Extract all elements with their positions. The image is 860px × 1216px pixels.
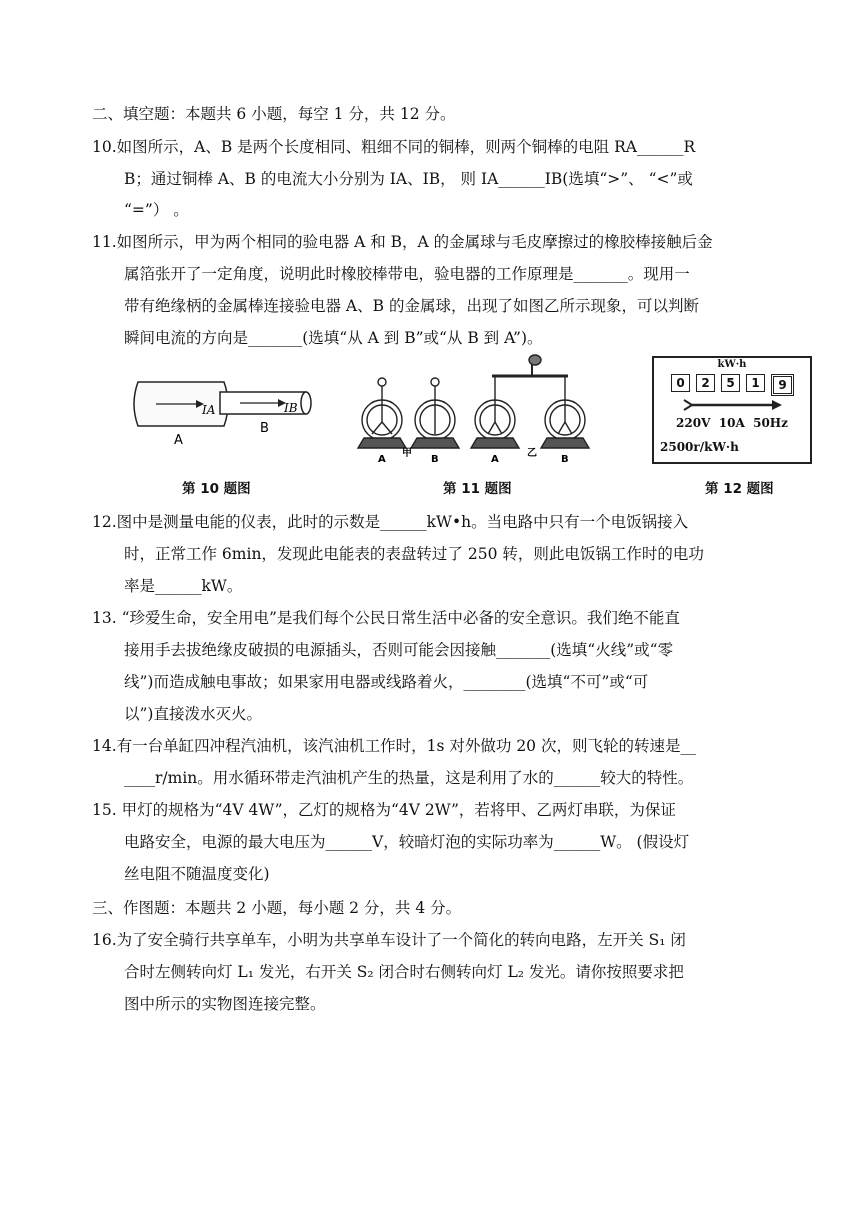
- section-3-header: 三、作图题：本题共 2 小题，每小题 2 分，共 4 分。: [92, 899, 462, 917]
- q12-line-2: 时，正常工作 6min，发现此电能表的表盘转过了 250 转，则此电饭锅工作时的电功: [124, 545, 704, 563]
- figure-11-caption: 第 11 题图: [443, 481, 512, 497]
- meter-digit: 5: [721, 374, 740, 392]
- meter-digit-row: [671, 374, 794, 396]
- q15-line-1: 15. 甲灯的规格为“4V 4W”，乙灯的规格为“4V 2W”，若将甲、乙两灯串联，为保证: [92, 801, 676, 819]
- q11-line-2: 属箔张开了一定角度，说明此时橡胶棒带电，验电器的工作原理是_______。现用一: [124, 265, 690, 283]
- fig10-current-b-label: IB: [284, 401, 298, 415]
- q10-line-3: “=”） 。: [124, 201, 189, 219]
- meter-digit-decimal: 9: [771, 374, 794, 396]
- q16-line-2: 合时左侧转向灯 L₁ 发光，右开关 S₂ 闭合时右侧转向灯 L₂ 发光。请你按照要求把: [124, 963, 684, 981]
- section-2-header: 二、填空题：本题共 6 小题，每空 1 分，共 12 分。: [92, 105, 456, 123]
- fig11-label-a2: A: [491, 454, 499, 465]
- meter-specs: 220V 10A 50Hz: [676, 416, 788, 430]
- figure-11-electroscopes: [350, 352, 600, 470]
- figure-12-energy-meter: [652, 356, 812, 464]
- q13-line-4: 以”)直接泼水灭火。: [124, 705, 262, 723]
- q10-line-1: 10.如图所示，A、B 是两个长度相同、粗细不同的铜棒，则两个铜棒的电阻 RA______R: [92, 138, 696, 156]
- q12-line-1: 12.图中是测量电能的仪表，此时的示数是______kW•h。当电路中只有一个电饭锅接入: [92, 513, 689, 531]
- q15-line-2: 电路安全，电源的最大电压为______V，较暗灯泡的实际功率为______W。 (假设灯: [124, 833, 690, 851]
- q14-line-2: ____r/min。用水循环带走汽油机产生的热量，这是利用了水的______较大的特性。: [124, 769, 694, 787]
- fig11-label-b1: B: [431, 454, 439, 465]
- fig11-label-b2: B: [561, 454, 569, 465]
- fig10-current-a-label: IA: [202, 403, 216, 417]
- q16-line-3: 图中所示的实物图连接完整。: [124, 995, 326, 1013]
- q13-line-2: 接用手去拔绝缘皮破损的电源插头，否则可能会因接触_______(选填“火线”或“零: [124, 641, 674, 659]
- q12-line-3: 率是______kW。: [124, 577, 243, 595]
- fig10-rod-b-label: B: [260, 421, 269, 436]
- meter-digit: 1: [746, 374, 765, 392]
- q16-line-1: 16.为了安全骑行共享单车，小明为共享单车设计了一个简化的转向电路，左开关 S₁ 闭: [92, 931, 686, 949]
- figure-10-caption: 第 10 题图: [182, 481, 251, 497]
- fig11-label-jia: 甲: [402, 448, 412, 459]
- meter-disc-arrow-icon: [682, 398, 782, 412]
- fig11-label-yi: 乙: [527, 448, 537, 459]
- meter-digit: 0: [671, 374, 690, 392]
- figure-10-copper-rods: [128, 368, 328, 458]
- q15-line-3: 丝电阻不随温度变化): [124, 865, 270, 883]
- fig11-label-a1: A: [378, 454, 386, 465]
- q13-line-1: 13. “珍爱生命，安全用电”是我们每个公民日常生活中必备的安全意识。我们绝不能直: [92, 609, 680, 627]
- q13-line-3: 线”)而造成触电事故；如果家用电器或线路着火，________(选填“不可”或“可: [124, 673, 649, 691]
- meter-digit: 2: [696, 374, 715, 392]
- q10-line-2: B；通过铜棒 A、B 的电流大小分别为 IA、IB， 则 IA______IB(选填“>”、 “<”或: [124, 170, 693, 188]
- fig10-rod-a-label: A: [174, 433, 183, 448]
- meter-unit-label: kW·h: [717, 359, 747, 370]
- q11-line-1: 11.如图所示，甲为两个相同的验电器 A 和 B，A 的金属球与毛皮摩擦过的橡胶棒接触后金: [92, 233, 713, 251]
- meter-constant: 2500r/kW·h: [660, 440, 739, 454]
- q11-line-3: 带有绝缘柄的金属棒连接验电器 A、B 的金属球，出现了如图乙所示现象，可以判断: [124, 297, 699, 315]
- figure-12-caption: 第 12 题图: [705, 481, 774, 497]
- q14-line-1: 14.有一台单缸四冲程汽油机，该汽油机工作时，1s 对外做功 20 次，则飞轮的转速是__: [92, 737, 696, 755]
- q11-line-4: 瞬间电流的方向是_______(选填“从 A 到 B”或“从 B 到 A”)。: [124, 329, 543, 347]
